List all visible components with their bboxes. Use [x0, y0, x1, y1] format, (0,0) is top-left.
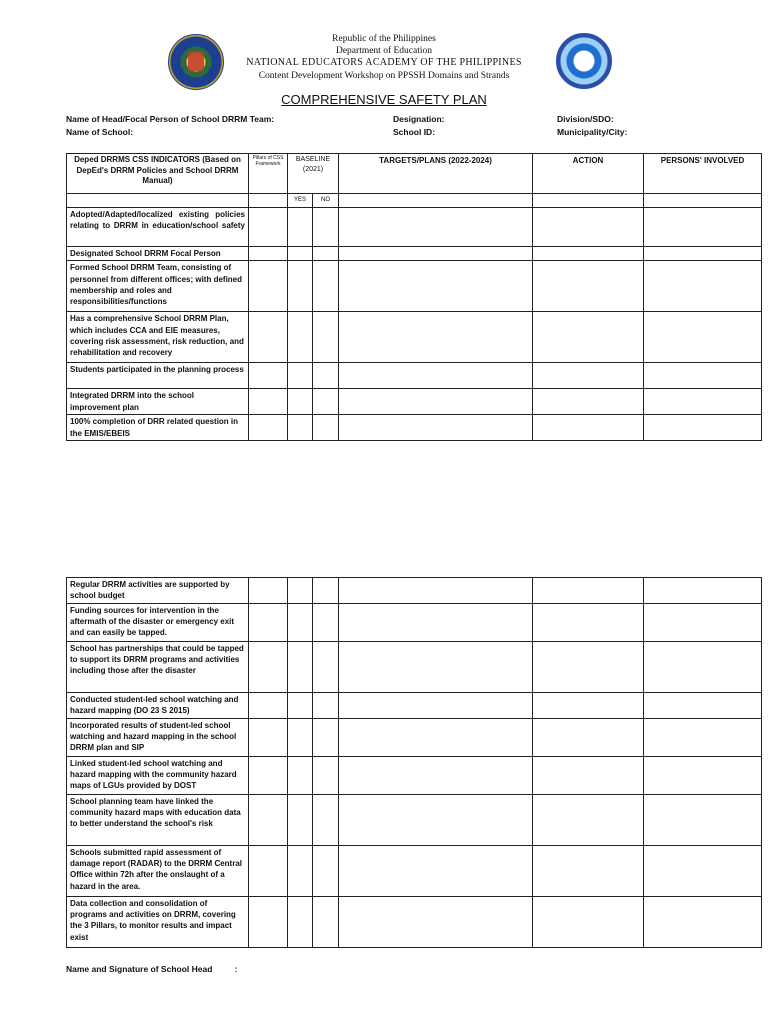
table-row: [67, 795, 762, 846]
entry-cell[interactable]: [339, 208, 533, 247]
entry-cell[interactable]: [313, 578, 339, 604]
entry-cell[interactable]: [533, 261, 644, 312]
entry-cell[interactable]: [644, 415, 762, 441]
safety-plan-table-1: [66, 153, 762, 441]
entry-cell[interactable]: [313, 897, 339, 948]
entry-cell[interactable]: [339, 897, 533, 948]
entry-cell[interactable]: [533, 415, 644, 441]
entry-cell[interactable]: [644, 897, 762, 948]
entry-cell[interactable]: [288, 389, 313, 415]
entry-cell[interactable]: [288, 415, 313, 441]
entry-cell[interactable]: [249, 757, 288, 795]
signature-colon: :: [234, 964, 238, 974]
entry-cell[interactable]: [249, 247, 288, 261]
entry-cell[interactable]: [533, 693, 644, 719]
entry-cell[interactable]: [533, 578, 644, 604]
entry-cell[interactable]: [288, 795, 313, 846]
entry-cell[interactable]: [288, 604, 313, 642]
indicator-cell: Designated School DRRM Focal Person: [67, 247, 249, 261]
table-row: [67, 719, 762, 757]
table-row: [67, 693, 762, 719]
entry-cell[interactable]: [313, 415, 339, 441]
entry-cell[interactable]: [249, 719, 288, 757]
header-department: Department of Education: [335, 46, 433, 56]
entry-cell[interactable]: [313, 363, 339, 389]
subheader-blank: [339, 194, 533, 208]
entry-cell[interactable]: [249, 642, 288, 693]
header-yes: YES: [288, 194, 313, 208]
subheader-blank: [533, 194, 644, 208]
entry-cell[interactable]: [313, 757, 339, 795]
entry-cell[interactable]: [288, 846, 313, 897]
entry-cell[interactable]: [249, 846, 288, 897]
entry-cell[interactable]: [533, 757, 644, 795]
table-row: [67, 578, 762, 604]
entry-cell[interactable]: [313, 693, 339, 719]
entry-cell[interactable]: [288, 693, 313, 719]
entry-cell[interactable]: [644, 261, 762, 312]
entry-cell[interactable]: [288, 642, 313, 693]
field-designation: Designation:: [393, 114, 445, 124]
table-row: [67, 846, 762, 897]
entry-cell[interactable]: [644, 642, 762, 693]
entry-cell[interactable]: [339, 719, 533, 757]
entry-cell[interactable]: [644, 604, 762, 642]
indicator-cell: Students participated in the planning process: [67, 363, 249, 389]
entry-cell[interactable]: [533, 719, 644, 757]
entry-cell[interactable]: [313, 719, 339, 757]
table-row: [67, 389, 762, 415]
entry-cell[interactable]: [533, 642, 644, 693]
table-row: [67, 757, 762, 795]
entry-cell[interactable]: [339, 312, 533, 363]
indicator-cell: Linked student-led school watching and hazard mapping with the community hazard maps of LGUs provided by DOST: [67, 757, 249, 795]
entry-cell[interactable]: [339, 363, 533, 389]
indicator-cell: School planning team have linked the community hazard maps with education data to better understand the school's risk: [67, 795, 249, 846]
entry-cell[interactable]: [339, 846, 533, 897]
entry-cell[interactable]: [533, 795, 644, 846]
entry-cell[interactable]: [533, 604, 644, 642]
entry-cell[interactable]: [533, 389, 644, 415]
entry-cell[interactable]: [313, 604, 339, 642]
indicator-cell: Regular DRRM activities are supported by school budget: [67, 578, 249, 604]
header-persons: PERSONS' INVOLVED: [644, 154, 762, 194]
entry-cell[interactable]: [313, 208, 339, 247]
indicator-cell: Has a comprehensive School DRRM Plan, which includes CCA and EIE measures, covering risk assessment, risk reduction, and rehabilitation and recovery: [67, 312, 249, 363]
indicator-cell: Integrated DRRM into the school improvement plan: [67, 389, 249, 415]
header-no: NO: [313, 194, 339, 208]
indicator-cell: 100% completion of DRR related question in the EMIS/EBEIS: [67, 415, 249, 441]
entry-cell[interactable]: [533, 897, 644, 948]
page-title: COMPREHENSIVE SAFETY PLAN: [281, 92, 487, 107]
entry-cell[interactable]: [339, 693, 533, 719]
entry-cell[interactable]: [339, 578, 533, 604]
entry-cell[interactable]: [533, 363, 644, 389]
subheader-blank: [249, 194, 288, 208]
entry-cell[interactable]: [339, 642, 533, 693]
table-row: [67, 415, 762, 441]
entry-cell[interactable]: [644, 363, 762, 389]
entry-cell[interactable]: [249, 604, 288, 642]
entry-cell[interactable]: [339, 604, 533, 642]
field-municipality: Municipality/City:: [557, 127, 628, 137]
indicator-cell: Incorporated results of student-led school watching and hazard mapping in the school DRRM plan and SIP: [67, 719, 249, 757]
entry-cell[interactable]: [249, 312, 288, 363]
entry-cell[interactable]: [288, 757, 313, 795]
table-row: [67, 604, 762, 642]
header-action: ACTION: [533, 154, 644, 194]
entry-cell[interactable]: [313, 795, 339, 846]
entry-cell[interactable]: [288, 312, 313, 363]
entry-cell[interactable]: [249, 897, 288, 948]
entry-cell[interactable]: [249, 693, 288, 719]
indicator-cell: Adopted/Adapted/localized existing policies relating to DRRM in education/school safety: [67, 208, 249, 247]
entry-cell[interactable]: [533, 247, 644, 261]
indicator-cell: Conducted student-led school watching and hazard mapping (DO 23 S 2015): [67, 693, 249, 719]
entry-cell[interactable]: [249, 389, 288, 415]
entry-cell[interactable]: [644, 247, 762, 261]
header-pillars: Pillars of CSS Framework: [249, 154, 288, 194]
entry-cell[interactable]: [339, 389, 533, 415]
table-row: [67, 363, 762, 389]
entry-cell[interactable]: [288, 208, 313, 247]
entry-cell[interactable]: [288, 363, 313, 389]
entry-cell[interactable]: [288, 719, 313, 757]
entry-cell[interactable]: [313, 389, 339, 415]
entry-cell[interactable]: [339, 247, 533, 261]
header-workshop: Content Development Workshop on PPSSH Domains and Strands: [258, 71, 510, 81]
indicator-cell: Schools submitted rapid assessment of damage report (RADAR) to the DRRM Central Office within 72h after the onslaught of a hazard in the area.: [67, 846, 249, 897]
signature-label: Name and Signature of School Head: [66, 964, 213, 974]
field-head-name: Name of Head/Focal Person of School DRRM Team:: [66, 114, 275, 124]
table-row: [67, 312, 762, 363]
entry-cell[interactable]: [313, 261, 339, 312]
entry-cell[interactable]: [249, 415, 288, 441]
entry-cell[interactable]: [533, 312, 644, 363]
entry-cell[interactable]: [249, 363, 288, 389]
entry-cell[interactable]: [288, 247, 313, 261]
subheader-blank: [67, 194, 249, 208]
header-academy: NATIONAL EDUCATORS ACADEMY OF THE PHILIPPINES: [246, 57, 522, 68]
indicator-cell: Funding sources for intervention in the aftermath of the disaster or emergency exit and can easily be tapped.: [67, 604, 249, 642]
entry-cell[interactable]: [644, 757, 762, 795]
entry-cell[interactable]: [249, 208, 288, 247]
table-row: [67, 642, 762, 693]
entry-cell[interactable]: [249, 261, 288, 312]
entry-cell[interactable]: [644, 312, 762, 363]
subheader-blank: [644, 194, 762, 208]
entry-cell[interactable]: [644, 389, 762, 415]
indicator-cell: Formed School DRRM Team, consisting of personnel from different offices; with defined membership and roles and responsibilities/functions: [67, 261, 249, 312]
entry-cell[interactable]: [288, 261, 313, 312]
entry-cell[interactable]: [339, 795, 533, 846]
entry-cell[interactable]: [249, 795, 288, 846]
footer-signature: [66, 964, 238, 974]
field-school-name: Name of School:: [66, 127, 134, 137]
entry-cell[interactable]: [313, 312, 339, 363]
entry-cell[interactable]: [644, 208, 762, 247]
entry-cell[interactable]: [339, 261, 533, 312]
indicator-cell: Data collection and consolidation of programs and activities on DRRM, covering the 3 Pillars, to monitor results and impact exist: [67, 897, 249, 948]
entry-cell[interactable]: [533, 846, 644, 897]
field-division: Division/SDO:: [557, 114, 614, 124]
entry-cell[interactable]: [533, 208, 644, 247]
table-row: [67, 261, 762, 312]
entry-cell[interactable]: [644, 846, 762, 897]
safety-plan-table-2: [66, 577, 762, 948]
indicator-cell: School has partnerships that could be tapped to support its DRRM programs and activities including those after the disaster: [67, 642, 249, 693]
entry-cell[interactable]: [313, 247, 339, 261]
entry-cell[interactable]: [249, 578, 288, 604]
table-row: [67, 897, 762, 948]
header-targets: TARGETS/PLANS (2022-2024): [339, 154, 533, 194]
entry-cell[interactable]: [339, 757, 533, 795]
entry-cell[interactable]: [644, 719, 762, 757]
entry-cell[interactable]: [644, 795, 762, 846]
header-baseline: BASELINE (2021): [288, 154, 339, 194]
entry-cell[interactable]: [288, 897, 313, 948]
entry-cell[interactable]: [339, 415, 533, 441]
header-republic: Republic of the Philippines: [332, 34, 436, 44]
entry-cell[interactable]: [313, 642, 339, 693]
entry-cell[interactable]: [644, 578, 762, 604]
entry-cell[interactable]: [644, 693, 762, 719]
header-indicators: Deped DRRMS CSS INDICATORS (Based on DepEd's DRRM Policies and School DRRM Manual): [67, 154, 249, 194]
table-row: [67, 208, 762, 247]
table-row: [67, 247, 762, 261]
entry-cell[interactable]: [288, 578, 313, 604]
entry-cell[interactable]: [313, 846, 339, 897]
field-school-id: School ID:: [393, 127, 436, 137]
